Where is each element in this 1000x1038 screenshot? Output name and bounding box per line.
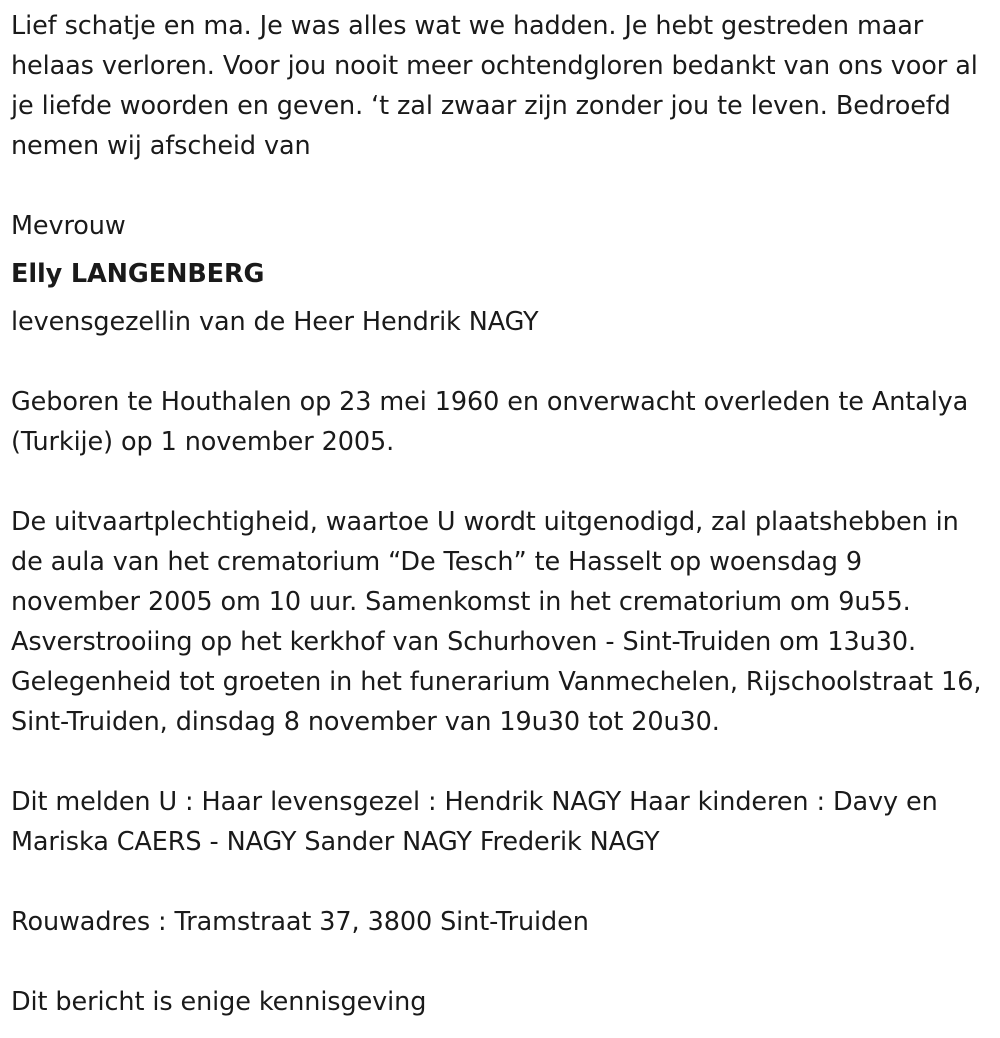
spacer [11,166,988,206]
relation-line: levensgezellin van de Heer Hendrik NAGY [11,307,539,337]
salutation: Mevrouw [11,211,126,241]
deceased-name: Elly LANGENBERG [11,259,265,289]
spacer [11,462,988,502]
spacer [11,942,988,982]
closing-line: Dit bericht is enige kennisgeving [11,987,427,1017]
announcers-paragraph: Dit melden U : Haar levensgezel : Hendrik NAGY Haar kinderen : Davy en Mariska CAERS - NAGY Sander NAGY Frederik NAGY [11,787,946,857]
address-line: Rouwadres : Tramstraat 37, 3800 Sint-Truiden [11,907,589,937]
spacer [11,862,988,902]
birth-death-paragraph: Geboren te Houthalen op 23 mei 1960 en onverwacht overleden te Antalya (Turkije) op 1 november 2005. [11,387,977,457]
spacer [11,342,988,382]
intro-paragraph: Lief schatje en ma. Je was alles wat we hadden. Je hebt gestreden maar helaas verloren. Voor jou nooit meer ochtendgloren bedankt van ons voor al je liefde woorden en geven. ‘t zal zwaar zijn zonder jou te leven. Bedroefd nemen wij afscheid van [11,11,986,161]
ceremony-paragraph: De uitvaartplechtigheid, waartoe U wordt uitgenodigd, zal plaatshebben in de aula van het crematorium “De Tesch” te Hasselt op woensdag 9 november 2005 om 10 uur. Samenkomst in het crematorium om 9u55. Asverstrooiing op het kerkhof van Schurhoven - Sint-Truiden om 13u30. Gelegenheid tot groeten in het funerarium Vanmechelen, Rijschoolstraat 16, Sint-Truiden, dinsdag 8 november van 19u30 tot 20u30. [11,507,990,737]
spacer [11,742,988,782]
